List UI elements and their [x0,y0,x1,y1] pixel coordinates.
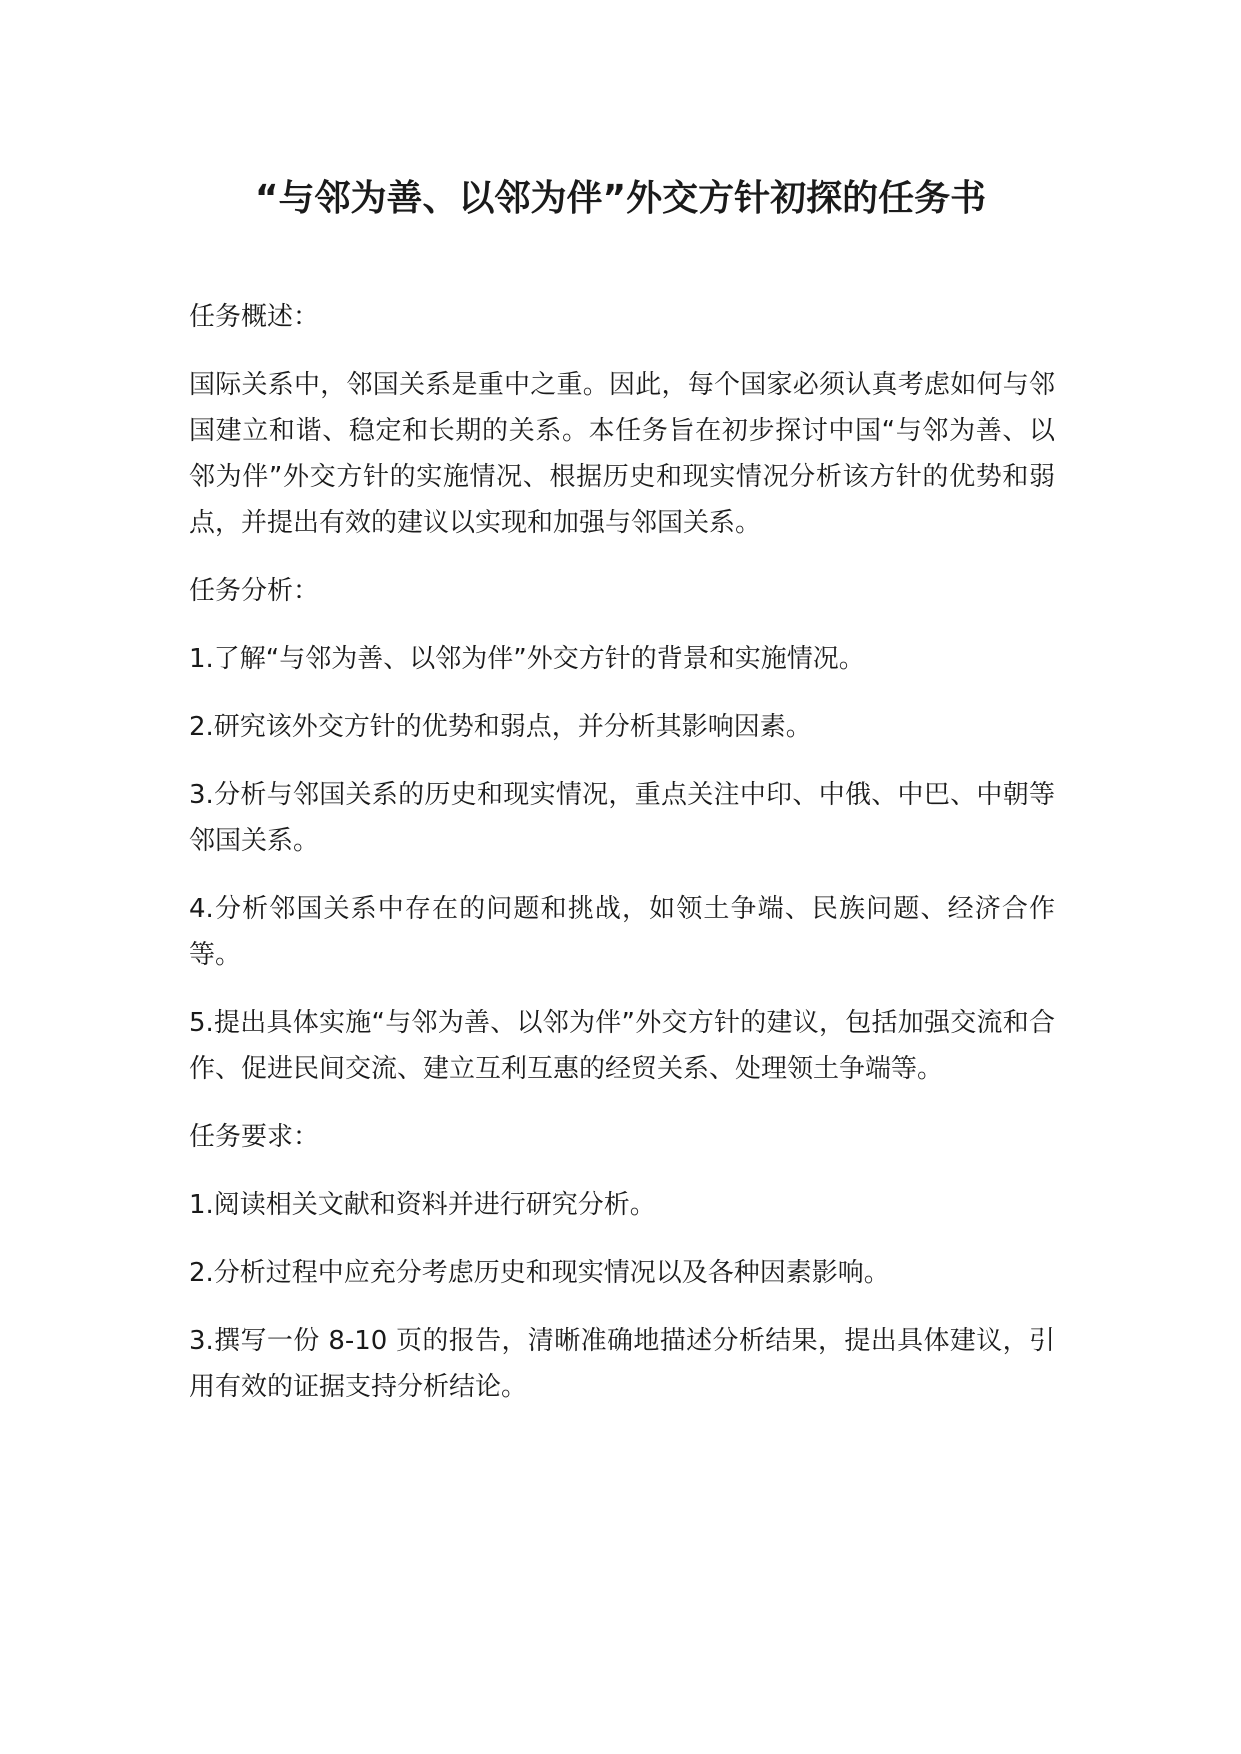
list-item: 2.分析过程中应充分考虑历史和现实情况以及各种因素影响。 [189,1258,890,1288]
list-item: 1.阅读相关文献和资料并进行研究分析。 [189,1190,656,1220]
document-body [189,294,1055,1432]
list-item: 3.撰写一份 8-10 页的报告，清晰准确地描述分析结果，提出具体建议，引用有效的证据支持分析结论。 [189,1326,1055,1402]
list-item: 3.分析与邻国关系的历史和现实情况，重点关注中印、中俄、中巴、中朝等邻国关系。 [189,780,1055,856]
document-title: “与邻为善、以邻为伴”外交方针初探的任务书 [254,178,987,219]
list-item: 1.了解“与邻为善、以邻为伴”外交方针的背景和实施情况。 [189,644,865,674]
section-overview [189,294,1055,546]
list-item: 4.分析邻国关系中存在的问题和挑战，如领土争端、民族问题、经济合作等。 [189,894,1055,970]
section-heading: 任务要求： [189,1122,320,1152]
list-item: 2.研究该外交方针的优势和弱点，并分析其影响因素。 [189,712,812,742]
paragraph: 国际关系中，邻国关系是重中之重。因此，每个国家必须认真考虑如何与邻国建立和谐、稳定和长期的关系。本任务旨在初步探讨中国“与邻为善、以邻为伴”外交方针的实施情况、根据历史和现实情况分析该方针的优势和弱点，并提出有效的建议以实现和加强与邻国关系。 [189,370,1055,538]
list-item: 5.提出具体实施“与邻为善、以邻为伴”外交方针的建议，包括加强交流和合作、促进民间交流、建立互利互惠的经贸关系、处理领土争端等。 [189,1008,1055,1084]
section-heading: 任务分析： [189,576,320,606]
section-heading: 任务概述： [189,302,320,332]
section-analysis [189,568,1055,1092]
section-requirements [189,1114,1055,1410]
